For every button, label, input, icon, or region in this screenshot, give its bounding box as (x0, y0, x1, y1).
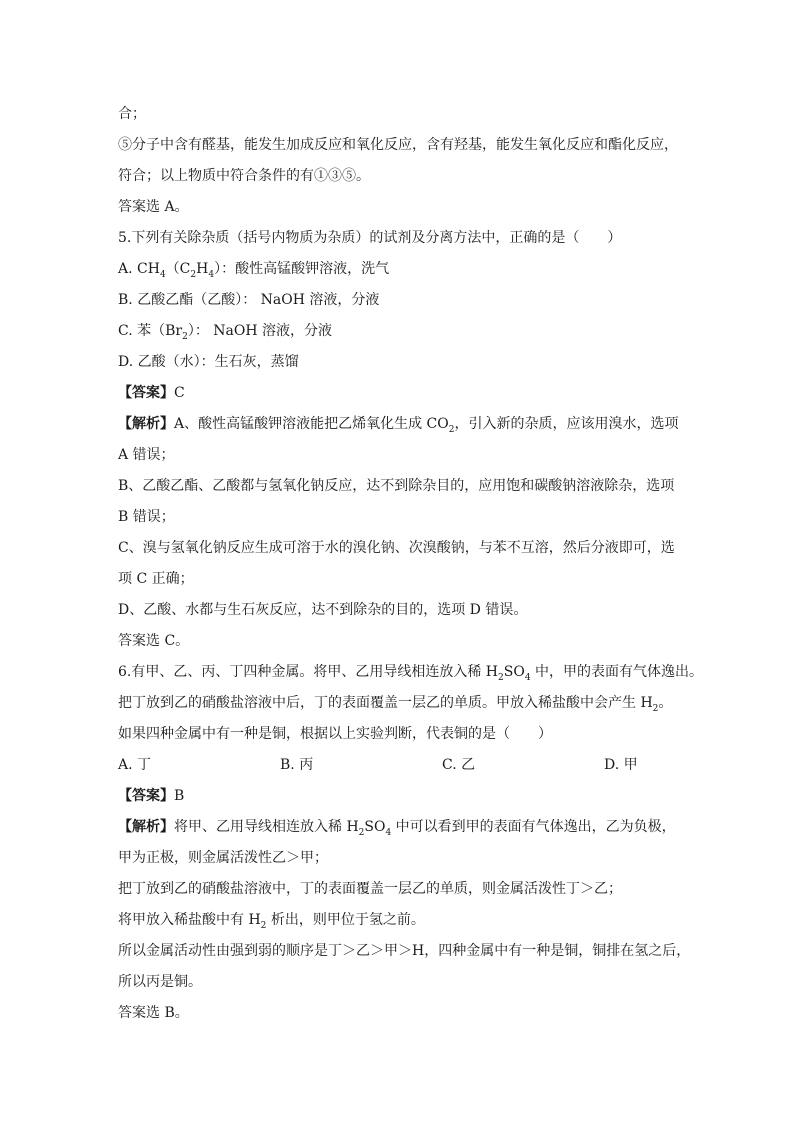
text-line (118, 905, 684, 936)
text-line (118, 781, 684, 812)
subscript: 2 (498, 672, 504, 683)
text-run: 。 (658, 695, 673, 711)
text-run: 中可以看到甲的表面有气体逸出，乙为负极， (391, 819, 676, 835)
text-line (118, 688, 684, 719)
subscript: 2 (182, 331, 188, 342)
text-run: 中，甲的表面有气体逸出。 (530, 664, 704, 680)
document-body (118, 99, 704, 1029)
text-line: 所以丙是铜。 (118, 974, 202, 990)
section-label: 【答案】 (118, 385, 174, 401)
text-run: 将甲放入稀盐酸中有 H (118, 912, 261, 928)
text-line: 所以金属活动性由强到弱的顺序是丁＞乙＞甲＞H，四种金属中有一种是铜，铜排在氢之后， (118, 943, 691, 959)
text-line: 5.下列有关除杂质（括号内物质为杂质）的试剂及分离方法中，正确的是（ ） (118, 230, 622, 246)
text-line: 如果四种金属中有一种是铜，根据以上实验判断，代表铜的是（ ） (118, 726, 552, 742)
text-line: A 错误； (118, 447, 175, 463)
answer-option: A. 丁 (118, 757, 152, 773)
subscript: 2 (260, 920, 267, 931)
subscript: 4 (385, 827, 392, 838)
text-run: 6.有甲、乙、丙、丁四种金属。将甲、乙用导线相连放入稀 H (118, 664, 499, 680)
text-line: B、乙酸乙酯、乙酸都与氢氧化钠反应，达不到除杂目的，应用饱和碳酸钠溶液除杂，选项 (118, 478, 675, 494)
subscript: 4 (524, 672, 531, 683)
section-label: 【答案】 (118, 788, 174, 804)
answer-option: D. 甲 (604, 757, 638, 773)
text-line: 答案选 C。 (118, 633, 190, 649)
text-line (118, 316, 684, 347)
text-run: 析出，则甲位于氢之前。 (266, 912, 425, 928)
text-run: ）：酸性高锰酸钾溶液，洗气 (214, 261, 390, 277)
text-line: C、溴与氢氧化钠反应生成可溶于水的溴化钠、次溴酸钠，与苯不互溶，然后分液即可，选 (118, 540, 675, 556)
text-run: 将甲、乙用导线相连放入稀 H (174, 819, 359, 835)
text-line: 答案选 B。 (118, 1005, 189, 1021)
section-label: 【解析】 (118, 416, 174, 432)
text-line (118, 657, 704, 688)
answer-value: B (174, 788, 185, 804)
text-line: B. 乙酸乙酯（乙酸）： NaOH 溶液，分液 (118, 292, 380, 308)
text-line: 合； (118, 106, 146, 122)
text-line (118, 254, 684, 285)
text-line: B 错误； (118, 509, 175, 525)
text-run: 把丁放到乙的硝酸盐溶液中后，丁的表面覆盖一层乙的单质。甲放入稀盐酸中会产生 H (118, 695, 653, 711)
text-run: SO (503, 664, 525, 680)
text-run: （C (165, 261, 191, 277)
text-line: D、乙酸、水都与生石灰反应，达不到除杂的目的，选项 D 错误。 (118, 602, 528, 618)
subscript: 2 (652, 703, 659, 714)
text-line: 项 C 正确； (118, 571, 194, 587)
text-run: A、酸性高锰酸钾溶液能把乙烯氧化生成 CO (174, 416, 449, 432)
text-run: ，引入新的杂质，应该用溴水，选项 (454, 416, 679, 432)
text-line (118, 409, 684, 440)
text-line: ⑤分子中含有醛基，能发生加成反应和氧化反应，含有羟基，能发生氧化反应和酯化反应， (118, 137, 678, 153)
text-line (118, 378, 684, 409)
text-line: 甲为正极，则金属活泼性乙＞甲； (118, 850, 328, 866)
text-line: D. 乙酸（水）：生石灰，蒸馏 (118, 354, 299, 370)
text-line: 答案选 A。 (118, 199, 189, 215)
answer-option: B. 丙 (280, 757, 314, 773)
subscript: 4 (208, 269, 215, 280)
subscript: 4 (159, 269, 166, 280)
text-run: ）： NaOH 溶液，分液 (187, 323, 333, 339)
subscript: 2 (448, 424, 455, 435)
section-label: 【解析】 (118, 819, 174, 835)
text-line (118, 812, 684, 843)
text-run: H (196, 261, 209, 277)
subscript: 2 (358, 827, 365, 838)
answer-option: C. 乙 (442, 757, 476, 773)
answer-value: C (174, 385, 185, 401)
subscript: 2 (190, 269, 197, 280)
text-run: SO (364, 819, 386, 835)
option-row (118, 750, 684, 781)
text-line: 把丁放到乙的硝酸盐溶液中，丁的表面覆盖一层乙的单质，则金属活泼性丁＞乙； (118, 881, 622, 897)
text-run: A. CH (118, 261, 160, 277)
text-line: 符合；以上物质中符合条件的有①③⑤。 (118, 168, 370, 184)
text-run: C. 苯（Br (118, 323, 183, 339)
